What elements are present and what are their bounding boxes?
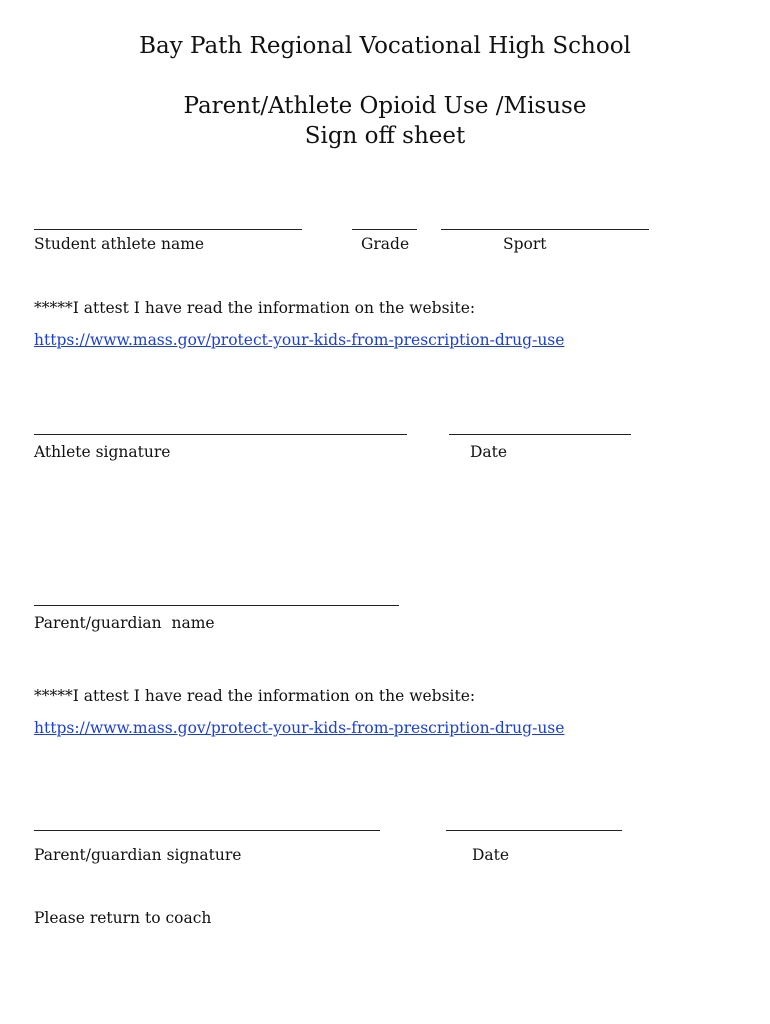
athlete-info-link[interactable]: https://www.mass.gov/protect-your-kids-from-prescription-drug-use xyxy=(34,331,565,349)
parent-name-label: Parent/guardian name xyxy=(34,614,215,632)
athlete-attest-text: *****I attest I have read the information on the website: xyxy=(34,299,476,317)
grade-label: Grade xyxy=(361,235,410,253)
athlete-signature-line[interactable] xyxy=(34,434,407,435)
parent-signature-label: Parent/guardian signature xyxy=(34,846,242,864)
parent-attest-text: *****I attest I have read the information on the website: xyxy=(34,687,476,705)
grade-line[interactable] xyxy=(352,229,417,230)
school-name: Bay Path Regional Vocational High School xyxy=(139,33,631,59)
parent-name-line[interactable] xyxy=(34,605,399,606)
athlete-date-line[interactable] xyxy=(449,434,631,435)
parent-signature-line[interactable] xyxy=(34,830,380,831)
sport-line[interactable] xyxy=(441,229,649,230)
parent-info-link[interactable]: https://www.mass.gov/protect-your-kids-from-prescription-drug-use xyxy=(34,719,565,737)
student-name-label: Student athlete name xyxy=(34,235,205,253)
form-subtitle: Sign off sheet xyxy=(304,123,466,149)
form-title: Parent/Athlete Opioid Use /Misuse xyxy=(183,93,587,119)
athlete-date-label: Date xyxy=(470,443,508,461)
sport-label: Sport xyxy=(503,235,547,253)
student-name-line[interactable] xyxy=(34,229,302,230)
parent-date-line[interactable] xyxy=(446,830,622,831)
parent-date-label: Date xyxy=(472,846,510,864)
athlete-signature-label: Athlete signature xyxy=(34,443,171,461)
return-note: Please return to coach xyxy=(34,909,212,927)
